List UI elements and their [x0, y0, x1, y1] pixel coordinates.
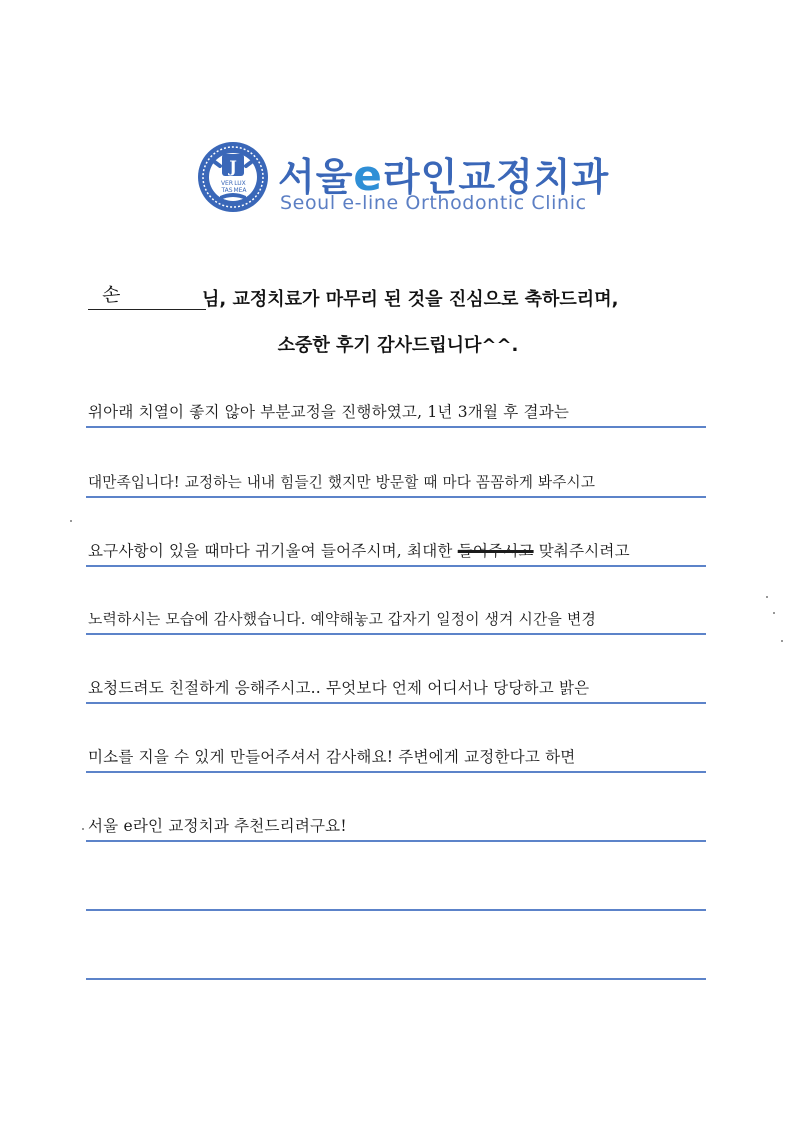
review-line: 서울 e라인 교정치과 추천드리려구요!	[86, 792, 706, 842]
greeting-line-1	[88, 283, 708, 313]
university-seal-icon	[196, 140, 270, 214]
svg-text:MEA: MEA	[233, 187, 247, 194]
clinic-logo	[196, 140, 616, 220]
svg-text:J: J	[229, 157, 237, 176]
review-line: 요청드려도 친절하게 응해주시고.. 무엇보다 언제 어디서나 당당하고 밝은	[86, 654, 706, 704]
scan-speck	[70, 520, 72, 522]
scan-speck	[766, 596, 768, 598]
review-line: 대만족입니다! 교정하는 내내 힘들긴 했지만 방문할 때 마다 꼼꼼하게 봐주시고	[86, 448, 706, 498]
review-line: 요구사항이 있을 때마다 귀기울여 들어주시며, 최대한 들어주시고 맞춰주시려고	[86, 517, 706, 567]
clinic-name-korean: 서울e라인교정치과	[278, 151, 610, 200]
struck-out-word: 들어주시고	[457, 542, 534, 560]
greeting-text: 님, 교정치료가 마무리 된 것을 진심으로 축하드리며,	[202, 289, 619, 310]
review-line: 위아래 치열이 좋지 않아 부분교정을 진행하였고, 1년 3개월 후 결과는	[86, 378, 706, 428]
patient-name: 손	[101, 283, 122, 307]
review-line-empty	[86, 861, 706, 911]
greeting-line-2: 소중한 후기 감사드립니다^^.	[277, 335, 519, 356]
svg-text:LUX: LUX	[234, 180, 246, 187]
clinic-name-english: Seoul e-line Orthodontic Clinic	[280, 192, 587, 214]
review-line: 노력하시는 모습에 감사했습니다. 예약해놓고 갑자기 일정이 생겨 시간을 변경	[86, 585, 706, 635]
scan-speck	[781, 640, 783, 642]
scan-speck	[773, 612, 775, 614]
patient-name-blank	[88, 283, 206, 310]
review-line: 미소를 지을 수 있게 만들어주셔서 감사해요! 주변에게 교정한다고 하면	[86, 723, 706, 773]
svg-text:TAS: TAS	[221, 187, 233, 194]
scan-speck	[82, 828, 84, 830]
review-line-empty	[86, 930, 706, 980]
svg-text:VER: VER	[220, 180, 234, 187]
